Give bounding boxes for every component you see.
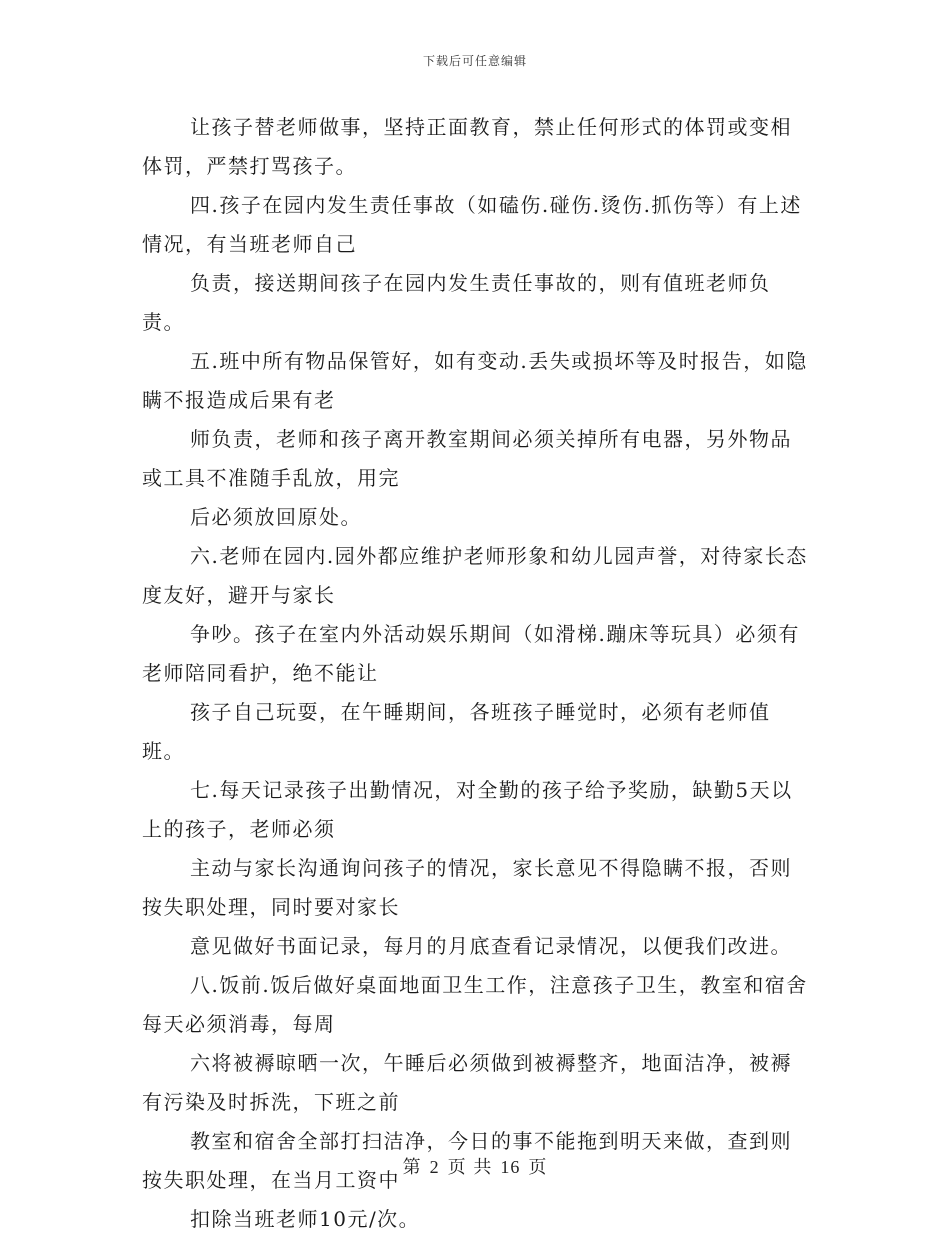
paragraph-16: 扣除当班老师10元/次。 (190, 1207, 421, 1231)
paragraph-5: 师负责，老师和孩子离开教室期间必须关掉所有电器，另外物品或工具不准随手乱放，用完 (142, 427, 792, 490)
footer-suffix: 页 (528, 1157, 548, 1178)
paragraph-14: 六将被褥晾晒一次，午睡后必须做到被褥整齐，地面洁净，被褥有污染及时拆洗，下班之前 (142, 1051, 792, 1114)
paragraph-2: 四.孩子在园内发生责任事故（如磕伤.碰伤.烫伤.抓伤等）有上述情况，有当班老师自己 (142, 193, 802, 256)
paragraph-11: 主动与家长沟通询问孩子的情况，家长意见不得隐瞒不报，否则按失职处理，同时要对家长 (142, 856, 792, 919)
paragraph-7: 六.老师在园内.园外都应维护老师形象和幼儿园声誉，对待家长态度友好，避开与家长 (142, 544, 808, 607)
total-page-count: 16 (500, 1157, 521, 1177)
paragraph-3: 负责，接送期间孩子在园内发生责任事故的，则有值班老师负责。 (142, 271, 771, 334)
page-header: 下载后可任意编辑 (422, 54, 527, 68)
paragraph-12: 意见做好书面记录，每月的月底查看记录情况，以便我们改进。 (190, 934, 792, 958)
paragraph-4: 五.班中所有物品保管好，如有变动.丢失或损坏等及时报告，如隐瞒不报造成后果有老 (142, 349, 808, 412)
page-footer (0, 1153, 950, 1179)
footer-middle: 页 共 (447, 1157, 493, 1178)
paragraph-8: 争吵。孩子在室内外活动娱乐期间（如滑梯.蹦床等玩具）必须有老师陪同看护，绝不能让 (142, 622, 800, 685)
paragraph-10: 七.每天记录孩子出勤情况，对全勤的孩子给予奖励，缺勤5天以上的孩子，老师必须 (142, 778, 793, 841)
current-page-number: 2 (429, 1157, 440, 1177)
footer-prefix: 第 (402, 1157, 422, 1178)
document-body (142, 108, 810, 1239)
paragraph-1: 让孩子替老师做事，坚持正面教育，禁止任何形式的体罚或变相体罚，严禁打骂孩子。 (142, 115, 792, 178)
paragraph-15: 教室和宿舍全部打扫洁净，今日的事不能拖到明天来做，查到则按失职处理，在当月工资中 (142, 1129, 792, 1192)
paragraph-6: 后必须放回原处。 (190, 505, 362, 529)
paragraph-13: 八.饭前.饭后做好桌面地面卫生工作，注意孩子卫生，教室和宿舍每天必须消毒，每周 (142, 973, 808, 1036)
paragraph-9: 孩子自己玩耍，在午睡期间，各班孩子睡觉时，必须有老师值班。 (142, 700, 771, 763)
